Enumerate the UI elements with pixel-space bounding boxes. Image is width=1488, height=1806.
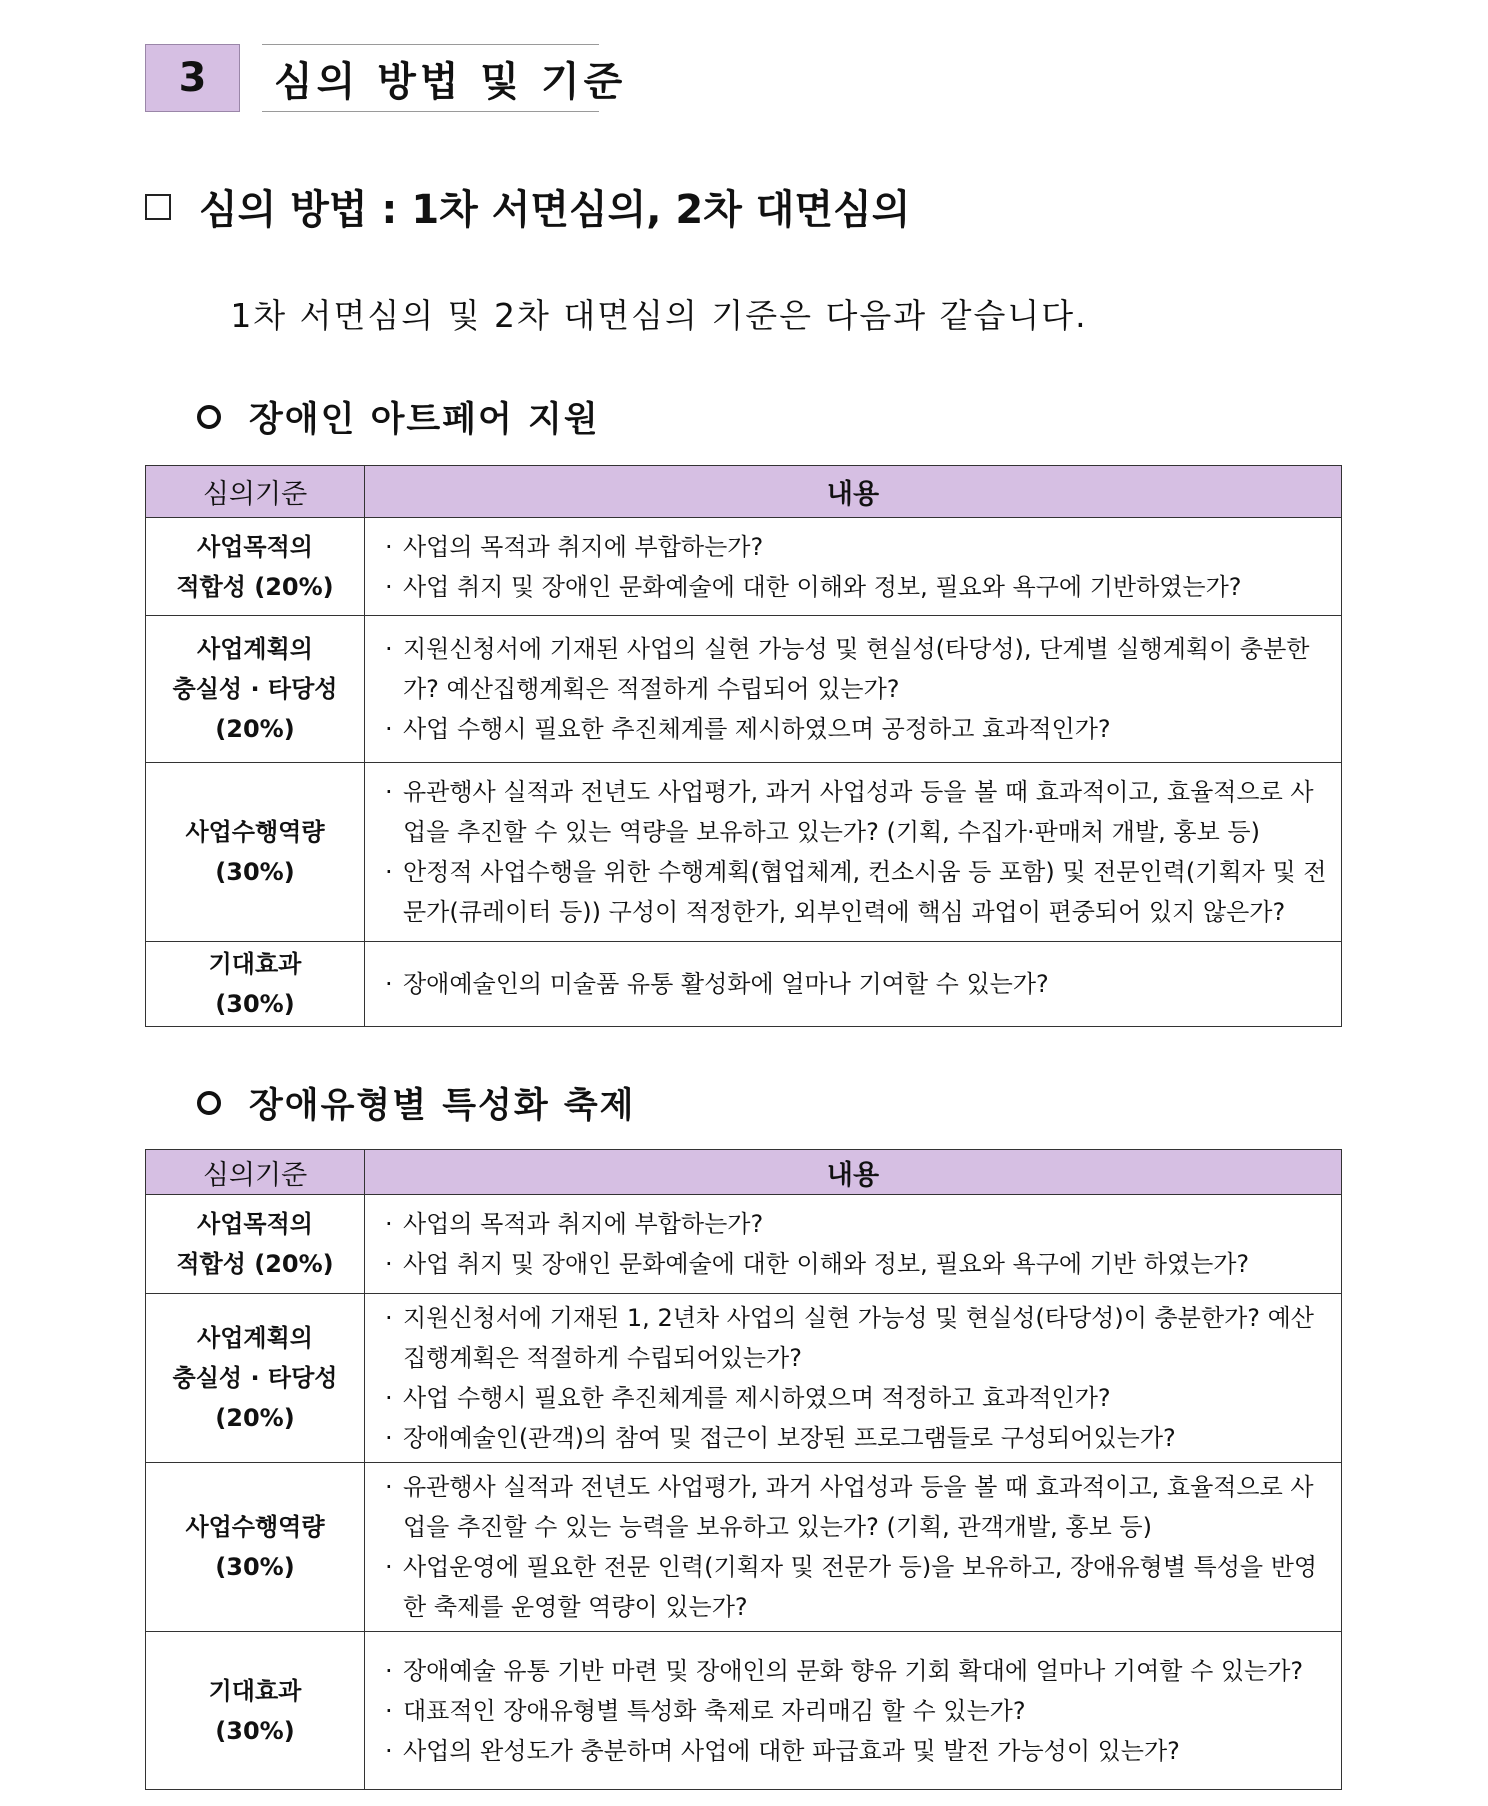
list-item: [385, 709, 1329, 749]
criterion-line: 사업계획의: [197, 1324, 313, 1352]
column-header-content: 내용: [365, 1150, 1342, 1195]
bullet-dot: ·: [385, 715, 393, 743]
section-number: 3: [145, 44, 240, 112]
criterion-line: (20%): [215, 1404, 295, 1432]
bullet-dot: ·: [385, 1210, 393, 1238]
bullet-dot: ·: [385, 1424, 393, 1452]
criterion-line: 사업수행역량: [185, 1513, 325, 1541]
list-item: [385, 1691, 1329, 1731]
criterion-cell: [146, 518, 365, 616]
criterion-cell: [146, 1632, 365, 1790]
table-row: [146, 1195, 1342, 1294]
list-item: [385, 852, 1329, 932]
table-row: [146, 942, 1342, 1027]
content-cell: [365, 518, 1342, 616]
criterion-cell: [146, 942, 365, 1027]
criterion-line: 사업계획의: [197, 635, 313, 663]
item-text: 유관행사 실적과 전년도 사업평가, 과거 사업성과 등을 볼 때 효과적이고, 효율적으로 사업을 추진할 수 있는 능력을 보유하고 있는가? (기획, 관객개발, 홍보 등): [403, 1473, 1314, 1541]
content-cell: [365, 616, 1342, 763]
bullet-dot: ·: [385, 858, 393, 886]
bullet-dot: ·: [385, 970, 393, 998]
bullet-dot: ·: [385, 572, 393, 601]
intro-text: [0, 290, 1488, 337]
criterion-line: 기대효과: [208, 950, 302, 978]
bullet-dot: ·: [385, 1656, 393, 1685]
criterion-line: 적합성 (20%): [176, 1250, 334, 1278]
column-header-content: 내용: [365, 466, 1342, 518]
list-item: [385, 629, 1329, 709]
content-cell: [365, 1632, 1342, 1790]
review-method-label: 심의 방법 : 1차 서면심의, 2차 대면심의: [199, 187, 911, 233]
item-text: 안정적 사업수행을 위한 수행계획(협업체계, 컨소시움 등 포함) 및 전문인력(기획자 및 전문가(큐레이터 등)) 구성이 적정한가, 외부인력에 핵심 과업이 편중되어 있지 않은가?: [403, 858, 1327, 926]
list-item: [385, 1418, 1329, 1458]
content-cell: [365, 942, 1342, 1027]
item-text: 사업운영에 필요한 전문 인력(기획자 및 전문가 등)을 보유하고, 장애유형별 특성을 반영한 축제를 운영할 역량이 있는가?: [403, 1553, 1318, 1621]
list-item: [385, 1547, 1329, 1627]
item-text: 사업 취지 및 장애인 문화예술에 대한 이해와 정보, 필요와 욕구에 기반 하였는가?: [403, 1250, 1250, 1278]
criterion-line: 사업수행역량: [185, 818, 325, 846]
item-text: 장애예술 유통 기반 마련 및 장애인의 문화 향유 기회 확대에 얼마나 기여할 수 있는가?: [403, 1656, 1304, 1685]
criteria-table-art-fair: [145, 465, 1342, 1027]
item-text: 사업 수행시 필요한 추진체계를 제시하였으며 공정하고 효과적인가?: [403, 715, 1111, 743]
criterion-line: 사업목적의: [197, 532, 313, 561]
list-item: [385, 964, 1329, 1004]
table-row: [146, 1463, 1342, 1632]
criterion-line: (20%): [215, 715, 295, 743]
circle-bullet-icon: [197, 1091, 221, 1115]
criterion-cell: [146, 763, 365, 942]
criterion-line: 충실성 · 타당성: [172, 675, 338, 703]
table-row: [146, 763, 1342, 942]
list-item: [385, 1651, 1329, 1691]
criterion-line: 사업목적의: [197, 1210, 313, 1238]
checkbox-icon: [145, 194, 171, 220]
table-row: [146, 1294, 1342, 1463]
criterion-cell: [146, 1294, 365, 1463]
bullet-dot: ·: [385, 1250, 393, 1278]
bullet-dot: ·: [385, 778, 393, 806]
table-row: [146, 616, 1342, 763]
table-header-row: [146, 1150, 1342, 1195]
list-item: [385, 1204, 1329, 1244]
bullet-dot: ·: [385, 1696, 393, 1725]
content-cell: [365, 1294, 1342, 1463]
criteria-table-festival: [145, 1149, 1342, 1790]
bullet-dot: ·: [385, 1473, 393, 1501]
criterion-line: (30%): [215, 1553, 295, 1581]
bullet-dot: ·: [385, 1384, 393, 1412]
criterion-line: 기대효과: [208, 1676, 302, 1705]
item-text: 장애예술인의 미술품 유통 활성화에 얼마나 기여할 수 있는가?: [403, 970, 1049, 998]
criterion-cell: [146, 1195, 365, 1294]
content-cell: [365, 763, 1342, 942]
table-row: [146, 518, 1342, 616]
bullet-dot: ·: [385, 532, 393, 561]
circle-bullet-icon: [197, 405, 221, 429]
column-header-criteria: 심의기준: [146, 1150, 365, 1195]
item-text: 지원신청서에 기재된 사업의 실현 가능성 및 현실성(타당성), 단계별 실행계획이 충분한가? 예산집행계획은 적절하게 수립되어 있는가?: [403, 635, 1310, 703]
criterion-line: 적합성 (20%): [176, 572, 334, 601]
item-text: 장애예술인(관객)의 참여 및 접근이 보장된 프로그램들로 구성되어있는가?: [403, 1424, 1176, 1452]
list-item: [385, 1467, 1329, 1547]
bullet-dot: ·: [385, 1553, 393, 1581]
review-method: [145, 178, 910, 235]
item-text: 사업 수행시 필요한 추진체계를 제시하였으며 적정하고 효과적인가?: [403, 1384, 1111, 1412]
list-item: [385, 1244, 1329, 1284]
bullet-dot: ·: [385, 1736, 393, 1765]
bullet-dot: ·: [385, 1304, 393, 1332]
item-text: 유관행사 실적과 전년도 사업평가, 과거 사업성과 등을 볼 때 효과적이고, 효율적으로 사업을 추진할 수 있는 역량을 보유하고 있는가? (기획, 수집가·판매처 개발, 홍보 등): [403, 778, 1314, 846]
item-text: 사업의 목적과 취지에 부합하는가?: [403, 1210, 764, 1238]
list-item: [385, 1378, 1329, 1418]
table-row: [146, 1632, 1342, 1790]
criterion-cell: [146, 1463, 365, 1632]
subheading-festival: [197, 1078, 635, 1128]
column-header-criteria: 심의기준: [146, 466, 365, 518]
section-title: 심의 방법 및 기준: [262, 44, 599, 112]
list-item: [385, 1731, 1329, 1771]
item-text: 지원신청서에 기재된 1, 2년차 사업의 실현 가능성 및 현실성(타당성)이 충분한가? 예산집행계획은 적절하게 수립되어있는가?: [403, 1304, 1314, 1372]
list-item: [385, 567, 1329, 607]
criterion-cell: [146, 616, 365, 763]
list-item: [385, 1298, 1329, 1378]
subheading-art-fair-label: 장애인 아트페어 지원: [249, 400, 600, 440]
item-text: 사업의 목적과 취지에 부합하는가?: [403, 532, 764, 561]
criterion-line: (30%): [215, 990, 295, 1018]
table-header-row: [146, 466, 1342, 518]
bullet-dot: ·: [385, 635, 393, 663]
intro-text-label: 1차 서면심의 및 2차 대면심의 기준은 다음과 같습니다.: [230, 296, 1088, 335]
content-cell: [365, 1463, 1342, 1632]
item-text: 사업의 완성도가 충분하며 사업에 대한 파급효과 및 발전 가능성이 있는가?: [403, 1736, 1180, 1765]
content-cell: [365, 1195, 1342, 1294]
subheading-art-fair: [197, 392, 600, 442]
criterion-line: (30%): [215, 1716, 295, 1745]
criterion-line: 충실성 · 타당성: [172, 1364, 338, 1392]
subheading-festival-label: 장애유형별 특성화 축제: [249, 1086, 636, 1126]
list-item: [385, 527, 1329, 567]
item-text: 대표적인 장애유형별 특성화 축제로 자리매김 할 수 있는가?: [403, 1696, 1026, 1725]
criterion-line: (30%): [215, 858, 295, 886]
list-item: [385, 772, 1329, 852]
item-text: 사업 취지 및 장애인 문화예술에 대한 이해와 정보, 필요와 욕구에 기반하였는가?: [403, 572, 1242, 601]
